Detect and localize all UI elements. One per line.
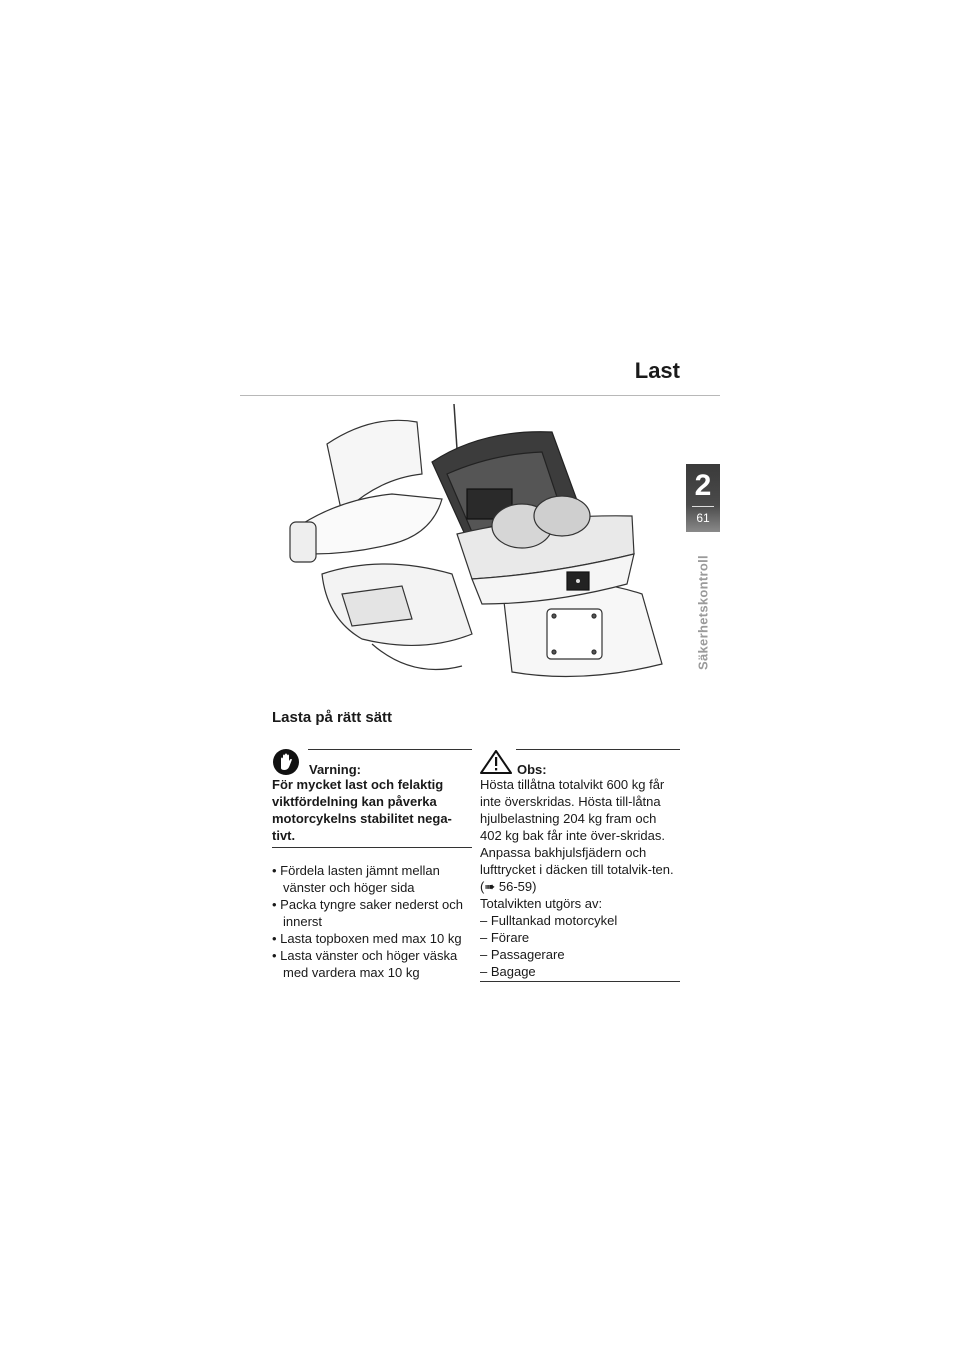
page-title: Last [634,358,680,383]
page-number: 61 [696,511,710,525]
obs-list-intro: Totalvikten utgörs av: [480,896,603,911]
motorcycle-topbox-illustration [282,404,682,686]
chapter-side-label: Säkerhetskontroll [695,555,711,670]
header-divider [240,395,720,396]
warning-label: Varning: [309,762,362,777]
page-reference: 56-59) [495,879,537,894]
list-item: – Förare [480,930,530,945]
obs-header [480,750,680,776]
warning-header [272,750,472,776]
obs-paragraph-limits: Hösta tillåtna totalvikt 600 kg får inte överskridas. Hösta till-låtna hjulbelastning 204 kg fram och 402 kg bak får inte över-skridas. [480,777,665,843]
obs-bottom-rule [480,981,680,982]
stop-hand-icon [272,748,300,776]
list-item: • Packa tyngre saker nederst och innerst [272,897,463,929]
obs-adjust-text: Anpassa bakhjulsfjädern och lufttrycket i däcken till totalvik-ten.( [480,845,674,894]
caution-triangle-icon [480,750,512,774]
section-heading: Lasta på rätt sätt [272,709,393,726]
chapter-tab-divider [692,506,714,507]
list-item: • Fördela lasten jämnt mellan vänster och höger sida [272,863,440,895]
warning-column [272,749,472,981]
list-item: – Passagerare [480,947,565,962]
page-reference-arrow-icon: ➠ [484,879,496,894]
warning-bottom-rule [272,847,472,848]
warning-text: För mycket last och felaktig viktfördelning kan påverka motorcykelns stabilitet nega-tivt. [272,777,452,843]
list-item: • Lasta vänster och höger väska med vardera max 10 kg [272,948,458,980]
list-item: – Bagage [480,964,536,979]
obs-label: Obs: [517,762,547,777]
list-item: – Fulltankad motorcykel [480,913,618,928]
obs-weight-list [480,912,680,980]
chapter-number: 2 [694,469,712,502]
obs-column [480,749,680,982]
warning-bullet-list [272,862,472,981]
list-item: • Lasta topboxen med max 10 kg [272,931,462,946]
obs-paragraph-adjust [480,844,680,895]
